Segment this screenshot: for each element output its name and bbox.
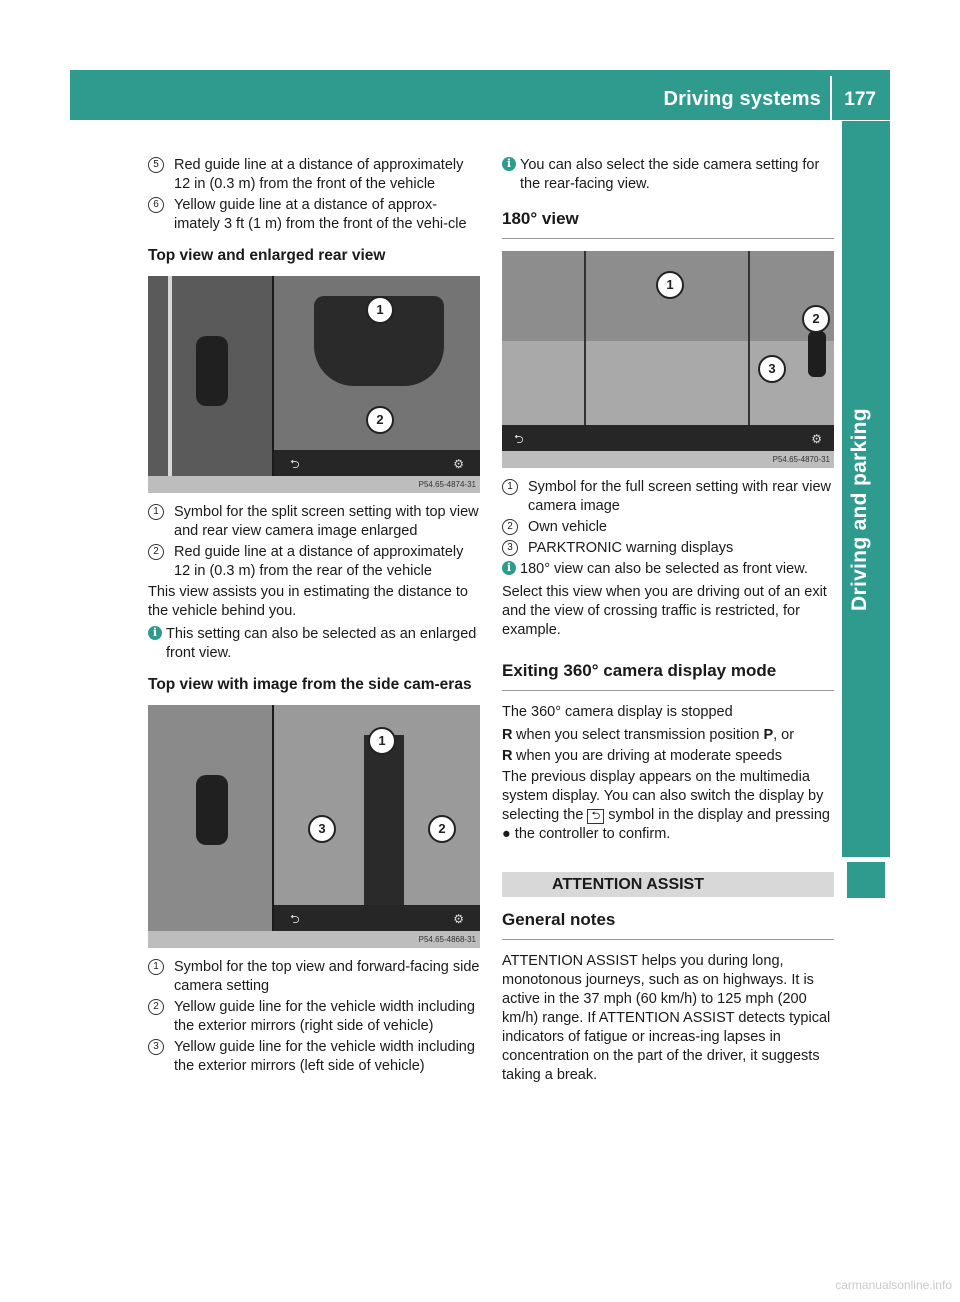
section-title: General notes (502, 909, 834, 940)
info-text: You can also select the side camera setting for the rear-facing view. (520, 157, 820, 192)
left-column (148, 156, 480, 1078)
item-text: Yellow guide line at a distance of approx-imately 3 ft (1 m) from the front of the vehi-cle (174, 197, 467, 232)
paragraph: The 360° camera display is stopped (502, 704, 733, 720)
list-item (148, 1038, 480, 1076)
callout-2: 2 (428, 815, 456, 843)
figure-top-rear-view (148, 276, 480, 493)
info-icon: i (502, 561, 516, 575)
chapter-marker (847, 862, 885, 898)
paragraph-part: the controller to confirm. (514, 826, 671, 842)
vehicle-shape (196, 336, 228, 406)
bullet-text: when you select transmission position (516, 727, 764, 743)
top-view-pane (148, 705, 272, 931)
back-icon: ⮌ (290, 457, 300, 471)
split-line (748, 251, 750, 425)
bullet-mark: R (502, 727, 513, 743)
screen-toolbar (274, 450, 480, 476)
gear-position: P (763, 727, 774, 743)
callout-3: 3 (308, 815, 336, 843)
section-title: 180° view (502, 208, 834, 239)
callout-number: 3 (502, 540, 518, 556)
back-icon: ⮌ (514, 432, 524, 446)
list-item (148, 543, 480, 581)
figure-code: P54.65-4874-31 (148, 476, 480, 493)
callout-number: 2 (148, 999, 164, 1015)
page-number: 177 (844, 89, 876, 110)
screen-toolbar (502, 425, 834, 451)
own-vehicle-shape (808, 331, 826, 377)
chapter-band: ATTENTION ASSIST (502, 872, 834, 897)
callout-number: 3 (148, 1039, 164, 1055)
header-separator (830, 76, 832, 120)
info-note (148, 625, 480, 663)
item-text: Yellow guide line for the vehicle width including the exterior mirrors (right side of vehicle) (174, 999, 475, 1034)
paragraph: This view assists you in estimating the distance to the vehicle behind you. (148, 584, 468, 619)
controller-icon: ● (502, 826, 511, 842)
item-text: Red guide line at a distance of approximately 12 in (0.3 m) from the rear of the vehicle (174, 544, 464, 579)
camera-screen (502, 251, 834, 451)
list-item (148, 958, 480, 996)
callout-1: 1 (368, 727, 396, 755)
screen-toolbar (274, 905, 480, 931)
gear-icon: ⚙ (453, 457, 464, 471)
right-column (502, 156, 834, 1089)
info-note (502, 156, 834, 194)
callout-number: 2 (502, 519, 518, 535)
item-text: Symbol for the split screen setting with top view and rear view camera image enlarged (174, 504, 479, 539)
info-icon: i (502, 157, 516, 171)
bullet-text: when you are driving at moderate speeds (516, 748, 782, 764)
figure-180-view (502, 251, 834, 468)
info-note (502, 560, 834, 579)
chapter-tab (842, 121, 890, 857)
callout-2: 2 (802, 305, 830, 333)
list-item (502, 478, 834, 516)
callout-number: 1 (148, 959, 164, 975)
bullet-item (502, 726, 834, 745)
bullet-text-end: , or (773, 727, 795, 743)
item-text: PARKTRONIC warning displays (528, 540, 734, 556)
callout-number: 1 (148, 504, 164, 520)
back-icon: ⮌ (587, 809, 604, 824)
figure-side-cameras (148, 705, 480, 948)
camera-screen (148, 705, 480, 931)
list-item (502, 539, 834, 558)
section-title: Top view with image from the side cam-eras (148, 676, 472, 693)
list-item (148, 503, 480, 541)
page-header (70, 70, 890, 120)
item-text: Symbol for the full screen setting with rear view camera image (528, 479, 832, 514)
list-item (148, 156, 480, 194)
callout-number: 1 (502, 479, 518, 495)
section-title: Top view and enlarged rear view (148, 247, 386, 264)
callout-number: 2 (148, 544, 164, 560)
item-text: Yellow guide line for the vehicle width including the exterior mirrors (left side of vehicle) (174, 1039, 475, 1074)
gear-icon: ⚙ (811, 432, 822, 446)
back-icon: ⮌ (290, 912, 300, 926)
top-view-pane (148, 276, 272, 476)
camera-screen (148, 276, 480, 476)
split-line (584, 251, 586, 425)
figure-code: P54.65-4868-31 (148, 931, 480, 948)
figure-code: P54.65-4870-31 (502, 451, 834, 468)
item-text: Red guide line at a distance of approximately 12 in (0.3 m) from the front of the vehicle (174, 157, 464, 192)
item-text: Own vehicle (528, 519, 607, 535)
paragraph: ATTENTION ASSIST helps you during long, monotonous journeys, such as on highways. It is active in the 37 mph (60 km/h) to 125 mph (200 km/h) range. If ATTENTION ASSIST detects typical indicators of fatigue or increas-ing lapses in concentration on the part of the driver, it suggests taking a break. (502, 953, 831, 1083)
bullet-item (502, 747, 834, 766)
guide-line (168, 276, 172, 476)
callout-number: 5 (148, 157, 164, 173)
info-text: 180° view can also be selected as front view. (520, 561, 808, 577)
paragraph-part: The previous display appears on the multimedia system display. You can also switch the display by selecting the (502, 769, 824, 823)
header-title: Driving systems (663, 88, 821, 110)
paragraph (502, 768, 834, 844)
ground-area (502, 341, 834, 425)
callout-3: 3 (758, 355, 786, 383)
paragraph: Select this view when you are driving out of an exit and the view of crossing traffic is restricted, for example. (502, 584, 827, 638)
list-item (148, 998, 480, 1036)
paragraph-part: symbol in the display and pressing (608, 807, 830, 823)
info-text: This setting can also be selected as an enlarged front view. (166, 626, 477, 661)
bullet-mark: R (502, 748, 513, 764)
callout-2: 2 (366, 406, 394, 434)
info-icon: i (148, 626, 162, 640)
chapter-tab-label: Driving and parking (848, 408, 871, 611)
callout-1: 1 (656, 271, 684, 299)
watermark: carmanualsonline.info (835, 1278, 952, 1292)
item-text: Symbol for the top view and forward-facing side camera setting (174, 959, 480, 994)
list-item (502, 518, 834, 537)
callout-1: 1 (366, 296, 394, 324)
list-item (148, 196, 480, 234)
section-title: Exiting 360° camera display mode (502, 660, 834, 691)
callout-number: 6 (148, 197, 164, 213)
vehicle-shape (196, 775, 228, 845)
vehicle-side-shape (364, 735, 404, 905)
gear-icon: ⚙ (453, 912, 464, 926)
